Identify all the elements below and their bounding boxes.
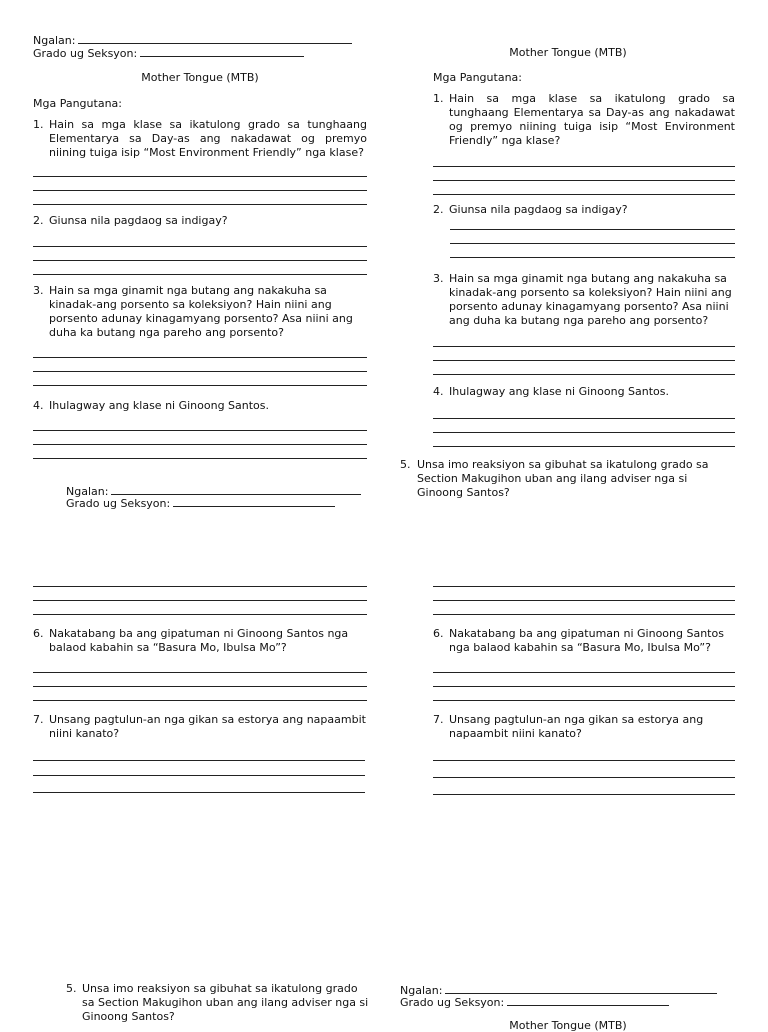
grade-label: Grado ug Seksyon: — [66, 497, 171, 510]
name-label: Ngalan: — [400, 984, 443, 997]
answer-line[interactable] — [33, 260, 367, 261]
subject-title: Mother Tongue (MTB) — [509, 1019, 627, 1032]
answer-line[interactable] — [433, 432, 735, 433]
answer-line[interactable] — [433, 700, 735, 701]
answer-line[interactable] — [450, 243, 735, 244]
question-number: 3. — [433, 272, 444, 285]
subject-title: Mother Tongue (MTB) — [141, 71, 259, 84]
answer-line[interactable] — [433, 777, 735, 778]
answer-line[interactable] — [433, 794, 735, 795]
grade-field[interactable] — [66, 496, 335, 510]
question-text: Giunsa nila pagdaog sa indigay? — [49, 214, 228, 227]
answer-line[interactable] — [33, 274, 367, 275]
question-text: Nakatabang ba ang gipatuman ni Ginoong Santos nga balaod kabahin sa “Basura Mo, Ibulsa Mo”? — [449, 627, 724, 654]
question-number: 5. — [400, 458, 411, 471]
answer-line[interactable] — [433, 686, 735, 687]
question-text: Unsang pagtulun-an nga gikan sa estorya ang napaambit niini kanato? — [449, 713, 704, 740]
answer-line[interactable] — [33, 775, 365, 776]
name-underline[interactable] — [445, 983, 717, 994]
question-text: Ihulagway ang klase ni Ginoong Santos. — [49, 399, 270, 412]
question-text: Hain sa mga ginamit nga butang ang nakakuha sa kinadak-ang porsento sa koleksiyon? Hain niini ang porsento adunay kinagamyang porsento? Asa niini ang duha ka butang nga pareho ang porsento? — [49, 284, 353, 339]
question-number: 4. — [433, 385, 444, 398]
answer-line[interactable] — [433, 600, 735, 601]
name-underline[interactable] — [78, 33, 352, 44]
answer-line[interactable] — [33, 700, 367, 701]
answer-line[interactable] — [433, 586, 735, 587]
question-text: Hain sa mga ginamit nga butang ang nakakuha sa kinadak-ang porsento sa koleksiyon? Hain niini ang porsento adunay kinagamyang porsento? Asa niini ang duha ka butang nga pareho ang porsento? — [449, 272, 732, 327]
question-text: Unsa imo reaksiyon sa gibuhat sa ikatulong grado sa Section Makugihon uban ang ilang adviser nga si Ginoong Santos? — [82, 982, 369, 1023]
answer-line[interactable] — [33, 176, 367, 177]
grade-underline[interactable] — [173, 496, 335, 507]
grade-field[interactable] — [33, 46, 304, 60]
question-text: Unsa imo reaksiyon sa gibuhat sa ikatulong grado sa Section Makugihon uban ang ilang adviser nga si Ginoong Santos? — [417, 458, 709, 499]
name-label: Ngalan: — [33, 34, 76, 47]
answer-line[interactable] — [433, 760, 735, 761]
answer-line[interactable] — [450, 229, 735, 230]
answer-line[interactable] — [33, 430, 367, 431]
answer-line[interactable] — [433, 346, 735, 347]
answer-line[interactable] — [433, 614, 735, 615]
answer-line[interactable] — [33, 760, 365, 761]
question-number: 4. — [33, 399, 44, 412]
questions-heading: Mga Pangutana: — [33, 97, 122, 110]
answer-line[interactable] — [33, 385, 367, 386]
question-number: 6. — [33, 627, 44, 640]
questions-heading: Mga Pangutana: — [433, 71, 522, 84]
question-number: 1. — [33, 118, 44, 131]
question-number: 2. — [33, 214, 44, 227]
question-text: Ihulagway ang klase ni Ginoong Santos. — [449, 385, 670, 398]
answer-line[interactable] — [33, 204, 367, 205]
question-number: 5. — [66, 982, 77, 995]
question-text: Nakatabang ba ang gipatuman ni Ginoong Santos nga balaod kabahin sa “Basura Mo, Ibulsa Mo”? — [49, 627, 349, 654]
answer-line[interactable] — [433, 180, 735, 181]
answer-line[interactable] — [433, 374, 735, 375]
answer-line[interactable] — [33, 586, 367, 587]
question-text: Hain sa mga klase sa ikatulong grado sa tunghaang Elementarya sa Day-as ang nakadawat og premyo niining tuiga isip “Most Environment Friendly” nga klase? — [449, 92, 735, 147]
question-number: 6. — [433, 627, 444, 640]
name-label: Ngalan: — [66, 485, 109, 498]
question-text: Giunsa nila pagdaog sa indigay? — [449, 203, 628, 216]
answer-line[interactable] — [33, 246, 367, 247]
answer-line[interactable] — [433, 446, 735, 447]
question-text: Unsang pagtulun-an nga gikan sa estorya ang napaambit niini kanato? — [49, 713, 366, 740]
answer-line[interactable] — [33, 614, 367, 615]
question-number: 7. — [433, 713, 444, 726]
answer-line[interactable] — [33, 600, 367, 601]
answer-line[interactable] — [33, 444, 367, 445]
subject-title: Mother Tongue (MTB) — [509, 46, 627, 59]
question-number: 3. — [33, 284, 44, 297]
answer-line[interactable] — [33, 792, 365, 793]
answer-line[interactable] — [433, 418, 735, 419]
question-number: 7. — [33, 713, 44, 726]
answer-line[interactable] — [33, 672, 367, 673]
question-text: Hain sa mga klase sa ikatulong grado sa tunghaang Elementarya sa Day-as ang nakadawat og premyo niining tuiga isip “Most Environment Friendly” nga klase? — [49, 118, 367, 159]
answer-line[interactable] — [433, 360, 735, 361]
answer-line[interactable] — [33, 357, 367, 358]
answer-line[interactable] — [433, 166, 735, 167]
question-number: 2. — [433, 203, 444, 216]
answer-line[interactable] — [450, 257, 735, 258]
question-number: 1. — [433, 92, 444, 105]
grade-underline[interactable] — [507, 995, 669, 1006]
answer-line[interactable] — [433, 672, 735, 673]
answer-line[interactable] — [33, 190, 367, 191]
answer-line[interactable] — [33, 458, 367, 459]
answer-line[interactable] — [33, 686, 367, 687]
grade-field[interactable] — [400, 995, 669, 1009]
name-underline[interactable] — [111, 484, 361, 495]
answer-line[interactable] — [33, 371, 367, 372]
grade-underline[interactable] — [140, 46, 304, 57]
grade-label: Grado ug Seksyon: — [33, 47, 138, 60]
grade-label: Grado ug Seksyon: — [400, 996, 505, 1009]
name-field[interactable] — [33, 33, 352, 47]
answer-line[interactable] — [433, 194, 735, 195]
